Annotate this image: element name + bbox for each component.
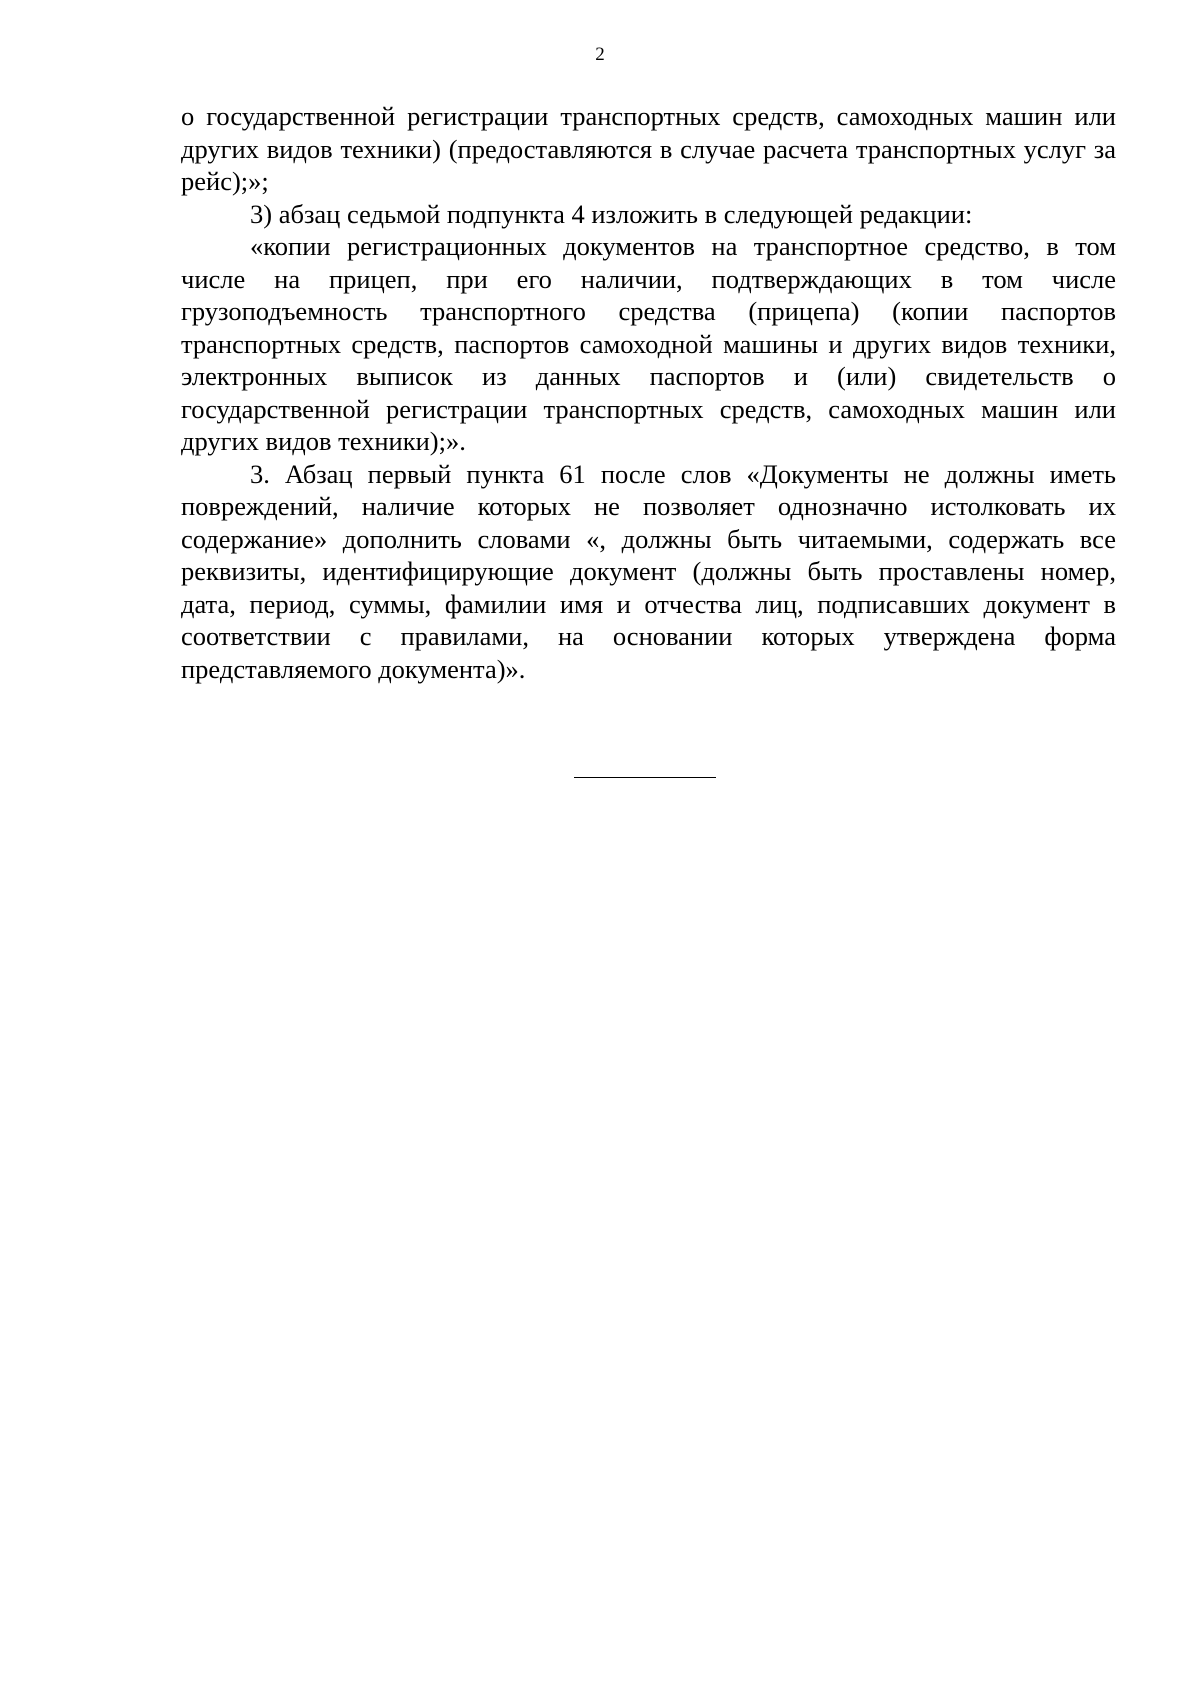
paragraph-item-3: 3) абзац седьмой подпункта 4 изложить в следующей редакции: [250, 198, 973, 229]
paragraph-quoted-amendment: «копии регистрационных документов на транспортное средство, в том числе на прицеп, при его наличии, подтверждающих в том числе грузоподъемность транспортного средства (прицепа) (копии паспортов транспортных средств, паспортов самоходной машины и других видов техники, электронных выписок из данных паспортов и (или) свидетельств о государственной регистрации транспортных средств, самоходных машин или других видов техники);». [181, 231, 1116, 456]
document-body [181, 100, 1116, 685]
paragraph-point-3: 3. Абзац первый пункта 61 после слов «Документы не должны иметь повреждений, наличие которых не позволяет однозначно истолковать их содержание» дополнить словами «, должны быть читаемыми, содержать все реквизиты, идентифицирующие документ (должны быть проставлены номер, дата, период, суммы, фамилии имя и отчества лиц, подписавших документ в соответствии с правилами, на основании которых утверждена форма представляемого документа)». [181, 458, 1116, 684]
paragraph-continuation: о государственной регистрации транспортных средств, самоходных машин или других видов техники) (предоставляются в случае расчета транспортных услуг за рейс);»; [181, 101, 1116, 196]
end-of-text-rule [574, 777, 716, 778]
page-number: 2 [595, 44, 605, 65]
